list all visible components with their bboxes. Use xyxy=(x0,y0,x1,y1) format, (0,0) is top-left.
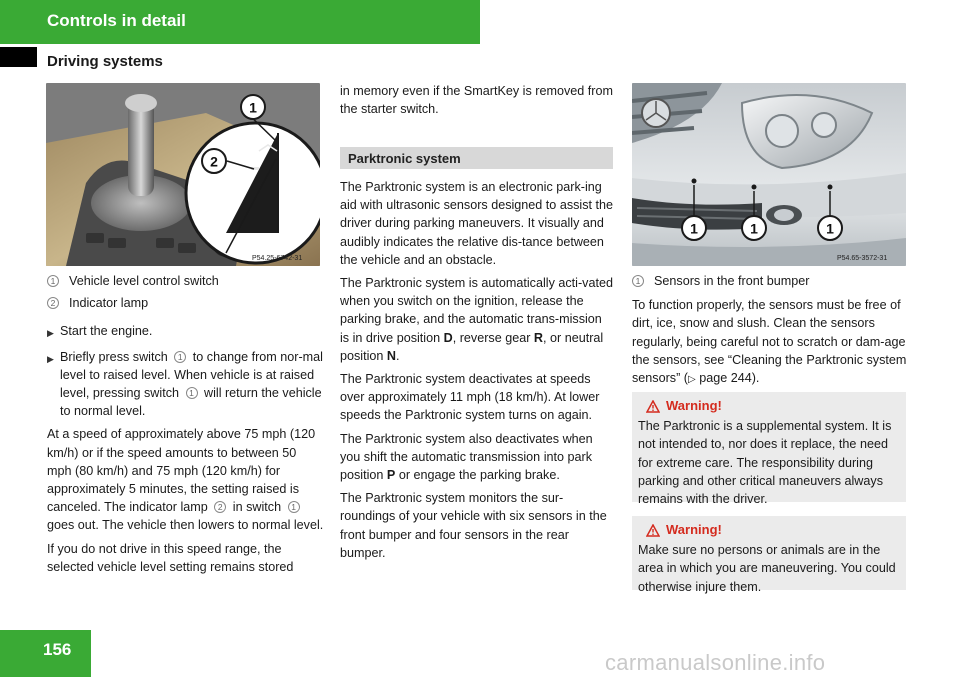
paragraph: The Parktronic system also deactivates when you shift the automatic transmission into park position P or engage the parking brake. xyxy=(340,431,593,483)
callout-number: 1 xyxy=(186,387,198,399)
column-left xyxy=(47,272,324,581)
page-reference-arrow-icon: ▷ xyxy=(687,374,696,386)
callout-number: 1 xyxy=(47,275,59,287)
chapter-title: Controls in detail xyxy=(47,11,186,30)
photo2-callout-1b: 1 xyxy=(750,220,758,237)
warning-box xyxy=(632,392,906,507)
paragraph: The Parktronic system deactivates at speeds over approximately 11 mph (18 km/h). At lower speeds the Parktronic system turns on again. xyxy=(340,372,600,423)
callout-number: 1 xyxy=(288,501,300,513)
column-middle xyxy=(340,82,614,123)
page-number: 156 xyxy=(43,640,72,659)
section-marker-tab xyxy=(0,47,37,67)
legend-item xyxy=(632,272,907,290)
instruction-step xyxy=(47,348,324,421)
watermark: carmanualsonline.info xyxy=(605,650,826,675)
warning-title: Warning! xyxy=(666,522,722,537)
photo1-callout-1: 1 xyxy=(249,99,257,116)
warning-title: Warning! xyxy=(666,398,722,413)
instruction-step xyxy=(47,322,324,342)
legend-item xyxy=(47,272,324,290)
paragraph: in memory even if the SmartKey is removed from the starter switch. xyxy=(340,84,613,117)
callout-number: 1 xyxy=(632,275,644,287)
photo2-callout-1a: 1 xyxy=(690,220,698,237)
callout-number: 2 xyxy=(214,501,226,513)
paragraph: At a speed of approximately above 75 mph (120 km/h) or if the speed amounts to between 50 mph (80 km/h) and 75 mph (120 km/h) for approximately 5 minutes, the setting raised is canceled. The indicator lamp 2 in switch 1 goes out. The vehicle then lowers to normal level. xyxy=(47,427,324,533)
paragraph: The Parktronic system monitors the sur-roundings of your vehicle with six sensors in the front bumper and four sensors in the rear bumper. xyxy=(340,491,607,560)
step-arrow-icon: ▶ xyxy=(47,328,54,339)
step-text: Start the engine. xyxy=(60,324,153,339)
column-middle-body xyxy=(340,178,614,567)
section-title: Driving systems xyxy=(47,53,163,70)
legend-text: Indicator lamp xyxy=(69,296,149,311)
paragraph: To function properly, the sensors must be free of dirt, ice, snow and slush. Clean the sensors regularly, being careful not to scratch or dam-age the sensors, see “Cleaning the Parktronic system sensors” (▷ page 244). xyxy=(632,298,907,386)
warning-text: Make sure no persons or animals are in the area in which you are maneuvering. You could otherwise injure them. xyxy=(638,543,896,594)
page-reference-link[interactable]: page 244). xyxy=(699,371,760,386)
callout-number: 1 xyxy=(174,351,186,363)
legend-text: Vehicle level control switch xyxy=(69,274,219,288)
front-bumper-sensors-photo xyxy=(632,83,906,266)
vehicle-level-switch-photo xyxy=(46,83,320,266)
photo2-callout-1c: 1 xyxy=(826,220,834,237)
step-text: Briefly press switch 1 to change from nor-mal level to raised level. When vehicle is at raised level, pressing switch 1 will return the vehicle to normal level. xyxy=(60,349,323,419)
warning-triangle-icon xyxy=(646,524,660,537)
warning-triangle-icon xyxy=(646,400,660,413)
step-arrow-icon: ▶ xyxy=(47,353,54,364)
photo1-callout-2: 2 xyxy=(210,153,218,170)
photo1-code: P54.25-6742-31 xyxy=(252,255,303,262)
paragraph: The Parktronic system is automatically acti-vated when you switch on the ignition, release the parking brake, and the automatic trans-mission is in drive position D, reverse gear R, or neutral position N. xyxy=(340,276,613,363)
paragraph: The Parktronic system is an electronic park-ing aid with ultrasonic sensors designed to assist the driver during parking maneuvers. It visually and audibly indicates the relative dis-tance between the vehicle and an obstacle. xyxy=(340,180,614,267)
warning-text: The Parktronic is a supplemental system. It is not intended to, nor does it replace, the need for extreme care. The responsibility during parking and other critical maneuvers always remains with the driver. xyxy=(638,419,892,507)
callout-number: 2 xyxy=(47,297,59,309)
column-right xyxy=(632,272,907,394)
paragraph: If you do not drive in this speed range, the selected vehicle level setting remains stored xyxy=(47,541,294,574)
legend-item xyxy=(47,294,324,312)
photo2-code: P54.65-3572-31 xyxy=(837,255,888,262)
warning-box xyxy=(632,516,906,594)
legend-text: Sensors in the front bumper xyxy=(654,274,810,288)
parktronic-subheading: Parktronic system xyxy=(340,147,613,169)
